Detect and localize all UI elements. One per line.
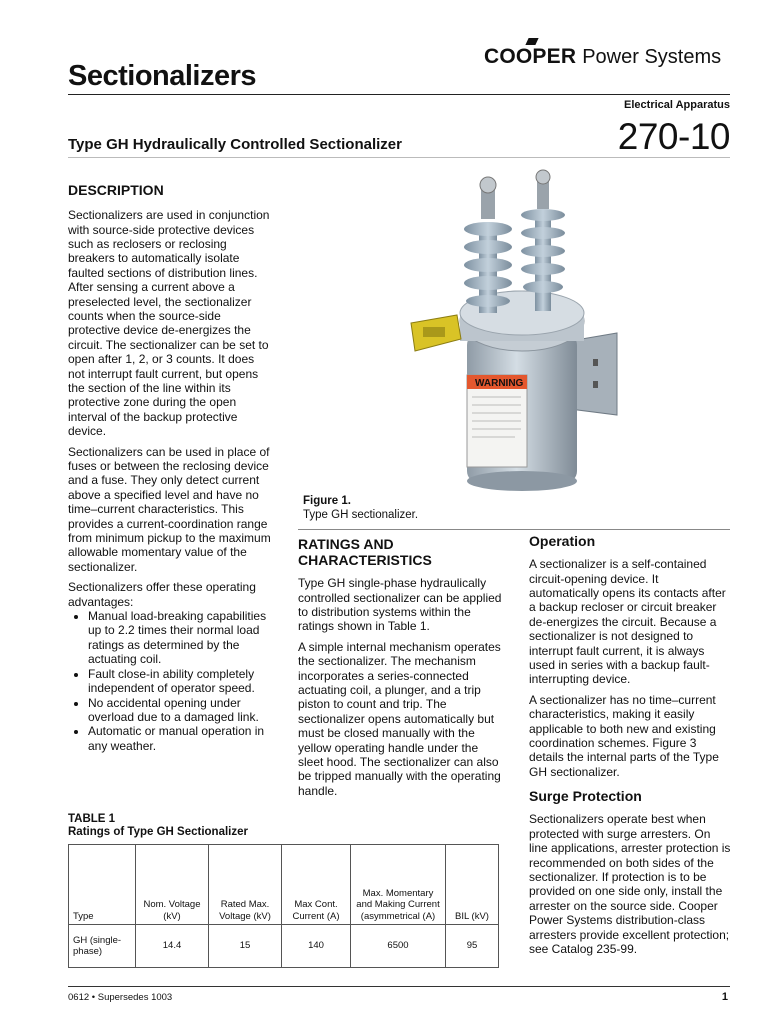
- column-header-bil: BIL (kV): [446, 845, 499, 925]
- ratings-heading-line: CHARACTERISTICS: [298, 552, 432, 569]
- header-divider: [68, 94, 730, 95]
- operation-paragraph: A sectionalizer has no time–current characteristics, making it easily applicable to both new and existing coordination schemes. Figure 3 details the internal parts of the Type GH sectionalizer.: [529, 692, 719, 779]
- table-cell-rated-max-voltage: 15: [209, 925, 282, 968]
- section-divider: [298, 529, 730, 530]
- brand-name: COOPER: [484, 45, 577, 68]
- description-paragraph: Sectionalizers offer these operating advantages:: [68, 580, 256, 609]
- ratings-section: [298, 536, 503, 798]
- list-item: • Fault close-in ability completely independent of operator speed.: [88, 667, 273, 696]
- bracket-hole: [593, 381, 598, 388]
- page-subtitle: Type GH Hydraulically Controlled Sectionalizer: [68, 136, 402, 153]
- bracket-hole: [593, 359, 598, 366]
- table-cell-max-cont-current: 140: [282, 925, 351, 968]
- figure-caption-text: Type GH sectionalizer.: [303, 509, 419, 521]
- column-header-max-cont-current: Max Cont. Current (A): [282, 845, 351, 925]
- mounting-bracket: [570, 333, 617, 415]
- operation-paragraph: A sectionalizer is a self-contained circuit-opening device. It automatically opens its contacts after a backup recloser or circuit breaker de-energizes the circuit. Because a sectionalizer is not designed to interrupt fault current, it is always used in series with a backup fault-interrupting device.: [529, 557, 726, 687]
- brand-logo: [484, 46, 721, 67]
- column-header-nom-voltage: Nom. Voltage (kV): [136, 845, 209, 925]
- ratings-paragraph: Type GH single-phase hydraulically controlled sectionalizer can be applied to distribution systems within the ratings shown in Table 1.: [298, 576, 502, 634]
- description-paragraph: Sectionalizers are used in conjunction with source-side protective devices such as reclosers or reclosing breakers to automatically isolate faulted sections of distribution lines. After sensing a current above a preselected level, the sectionalizer counts when the source-side protective device de-energizes the circuit. The sectionalizer can be set to open after 1, 2, or 3 counts. It does not interrupt fault current, but opens the section of the line within its protective zone during the open interval of the backup protective device.: [68, 208, 270, 439]
- operation-heading: Operation: [529, 533, 596, 549]
- figure-label: Figure 1.: [303, 495, 351, 507]
- list-item: • Automatic or manual operation in any weather.: [88, 724, 273, 753]
- column-header-max-momentary: Max. Momentary and Making Current (asymmetrical (A): [351, 845, 446, 925]
- table-header-row: [69, 845, 499, 925]
- table-caption: [68, 813, 248, 839]
- column-header-type: Type: [69, 845, 136, 925]
- description-heading: DESCRIPTION: [68, 182, 164, 198]
- brand-suffix: Power Systems: [582, 46, 722, 68]
- right-bushing: [521, 170, 565, 311]
- list-item: • Manual load-breaking capabilities up to 2.2 times their normal load ratings as determined by the actuating coil.: [88, 609, 273, 667]
- page-number: 1: [721, 991, 728, 1003]
- table-cell-nom-voltage: 14.4: [136, 925, 209, 968]
- table-cell-type: GH (single-phase): [69, 925, 136, 968]
- column-header-rated-max-voltage: Rated Max. Voltage (kV): [209, 845, 282, 925]
- subtitle-divider: [68, 157, 730, 158]
- list-item: • No accidental opening under overload due to a damaged link.: [88, 696, 273, 725]
- handle-slot: [423, 327, 445, 337]
- cooper-logo-icon: [525, 38, 538, 45]
- section-label: Electrical Apparatus: [624, 99, 730, 111]
- table-row: [69, 925, 499, 968]
- description-section: [68, 182, 273, 753]
- tank-bottom: [467, 471, 577, 491]
- ratings-paragraph: A simple internal mechanism operates the sectionalizer. The mechanism incorporates a series-connected actuating coil, a plunger, and a trip piston to count and trip. The sectionalizer opens automatically but must be closed manually with the yellow operating handle under the sleet hood. The sectionalizer can also be tripped manually with the operating handle.: [298, 639, 501, 798]
- document-number: 270-10: [617, 116, 730, 157]
- footer-divider: [68, 986, 730, 987]
- warning-label-text: WARNING: [475, 378, 524, 389]
- footer-supersedes: 0612 • Supersedes 1003: [68, 992, 173, 1003]
- table-cell-max-momentary: 6500: [351, 925, 446, 968]
- ratings-heading: [298, 536, 503, 568]
- page-title: Sectionalizers: [68, 60, 257, 92]
- description-paragraph: Sectionalizers can be used in place of fuses or between the reclosing device and a fuse. They only detect current above a specified level and have no time–current characteristics. This provides a current-coordination range from minimum pickup to the maximum allowable momentary value of the sectionalizer.: [68, 444, 271, 574]
- sectionalizer-photo: [395, 163, 655, 493]
- advantages-list: [68, 609, 273, 753]
- table-title: Ratings of Type GH Sectionalizer: [68, 826, 248, 838]
- ratings-table: [68, 844, 499, 968]
- surge-paragraph: Sectionalizers operate best when protected with surge arresters. On line applications, arrester protection is recommended on both sides of the sectionalizer. If protection is to be provided on one side only, install the arrester on the source side. Cooper Power Systems distribution-class arresters provide excellent protection; see Catalog 235-99.: [529, 812, 731, 956]
- ratings-heading-line: RATINGS AND: [298, 536, 394, 552]
- table-label: TABLE 1: [68, 813, 116, 825]
- operation-section: [529, 533, 731, 956]
- table-cell-bil: 95: [446, 925, 499, 968]
- figure-caption: [303, 494, 418, 522]
- surge-heading: Surge Protection: [529, 788, 642, 805]
